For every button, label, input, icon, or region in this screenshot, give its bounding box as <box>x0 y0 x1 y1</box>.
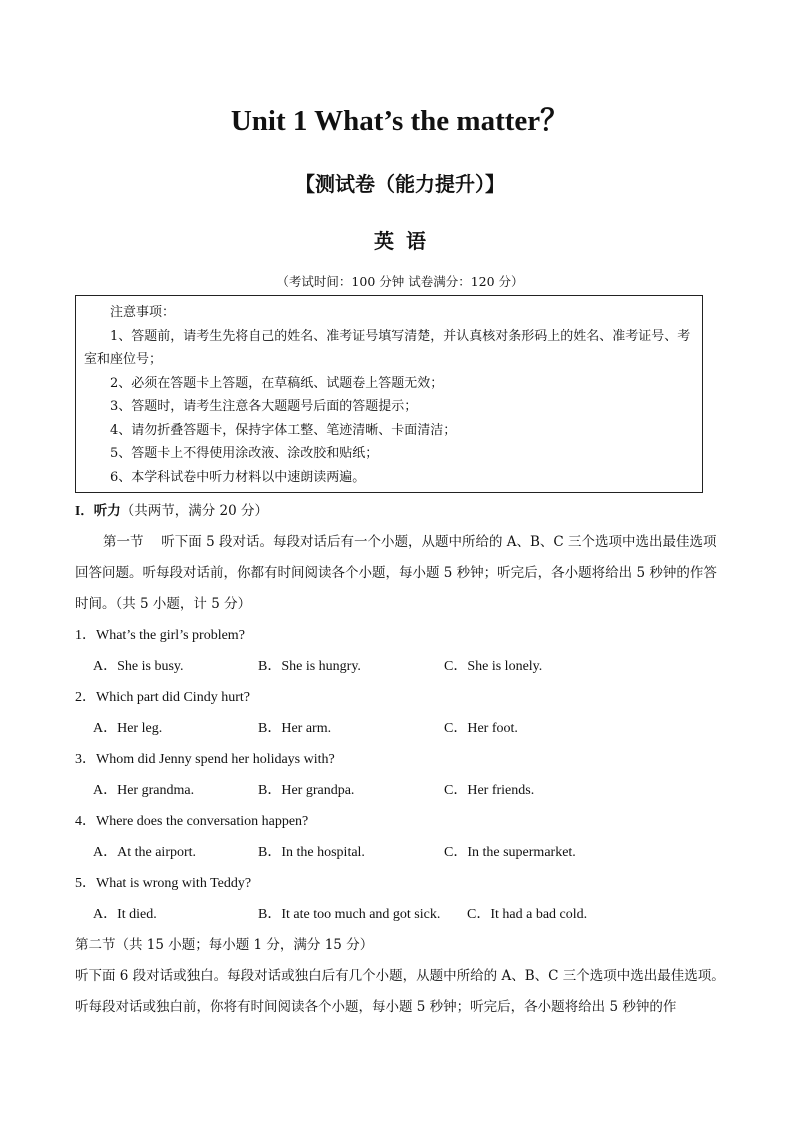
option-b: B．She is hungry. <box>258 659 361 674</box>
option-c: C．Her friends. <box>444 783 535 798</box>
question-2: 2．Which part did Cindy hurt? <box>75 690 250 705</box>
question-1: 1．What’s the girl’s problem? <box>75 628 245 643</box>
question-5: 5．What is wrong with Teddy? <box>75 876 252 891</box>
notice-item: 3、答题时，请考生注意各大题题号后面的答题提示； <box>110 399 418 414</box>
options-1 <box>75 651 730 682</box>
notice-item: 1、答题前，请考生先将自己的姓名、准考证号填写清楚，并认真核对条形码上的姓名、准考证号、考室和座位号； <box>84 328 691 367</box>
question-4: 4．Where does the conversation happen? <box>75 814 309 829</box>
notice-box <box>75 295 703 493</box>
notice-item: 6、本学科试卷中听力材料以中速朗读两遍。 <box>110 469 366 485</box>
options-4 <box>75 837 730 868</box>
option-b: B．Her arm. <box>258 721 332 736</box>
section-heading-detail: （共两节，满分 20 分） <box>120 503 269 519</box>
section-heading <box>75 495 730 527</box>
options-3 <box>75 775 730 806</box>
section-heading-label: I．听力 <box>75 503 121 518</box>
part1-intro: 第一节 听下面 5 段对话。每段对话后有一个小题，从题中所给的 A、B、C 三个选项中选出最佳选项回答问题。听每段对话前，你都有时间阅读各个小题，每小题 5 秒钟；听完后，各小题将给出 5 秒钟的作答时间。（共 5 小题，计 5 分） <box>75 534 717 612</box>
notice-item: 4、请勿折叠答题卡，保持字体工整、笔迹清晰、卡面清洁； <box>110 422 457 438</box>
options-2 <box>75 713 730 744</box>
listening-section <box>75 495 730 1023</box>
option-a: A．It died. <box>93 907 157 922</box>
option-a: A．At the airport. <box>93 845 197 860</box>
subject-title: 英语 <box>374 229 438 253</box>
notice-item: 5、答题卡上不得使用涂改液、涂改胶和贴纸； <box>110 446 379 461</box>
option-b: B．In the hospital. <box>258 845 365 860</box>
page-title: Unit 1 What’s the matter？ <box>230 105 570 137</box>
option-b: B．Her grandpa. <box>258 783 355 798</box>
option-b: B．It ate too much and got sick. <box>258 907 441 922</box>
options-5 <box>75 899 730 930</box>
option-a: A．She is busy. <box>93 659 184 674</box>
option-c: C．It had a bad cold. <box>467 907 588 922</box>
option-c: C．In the supermarket. <box>444 845 576 860</box>
option-c: C．She is lonely. <box>444 659 543 674</box>
part2-intro: 听下面 6 段对话或独白。每段对话或独白后有几个小题，从题中所给的 A、B、C 三个选项中选出最佳选项。听每段对话或独白前，你将有时间阅读各个小题，每小题 5 秒钟；听完后，各小题将给出 5 秒钟的作 <box>75 968 725 1015</box>
question-3: 3．Whom did Jenny spend her holidays with? <box>75 752 335 767</box>
option-c: C．Her foot. <box>444 721 518 736</box>
part2-heading: 第二节（共 15 小题；每小题 1 分，满分 15 分） <box>75 937 374 953</box>
notice-heading: 注意事项： <box>110 305 176 320</box>
option-a: A．Her leg. <box>93 721 163 736</box>
exam-info: （考试时间：100 分钟 试卷满分：120 分） <box>276 274 524 289</box>
notice-item: 2、必须在答题卡上答题，在草稿纸、试题卷上答题无效； <box>110 375 444 391</box>
test-subtitle: 【测试卷（能力提升）】 <box>295 172 505 196</box>
option-a: A．Her grandma. <box>93 783 195 798</box>
